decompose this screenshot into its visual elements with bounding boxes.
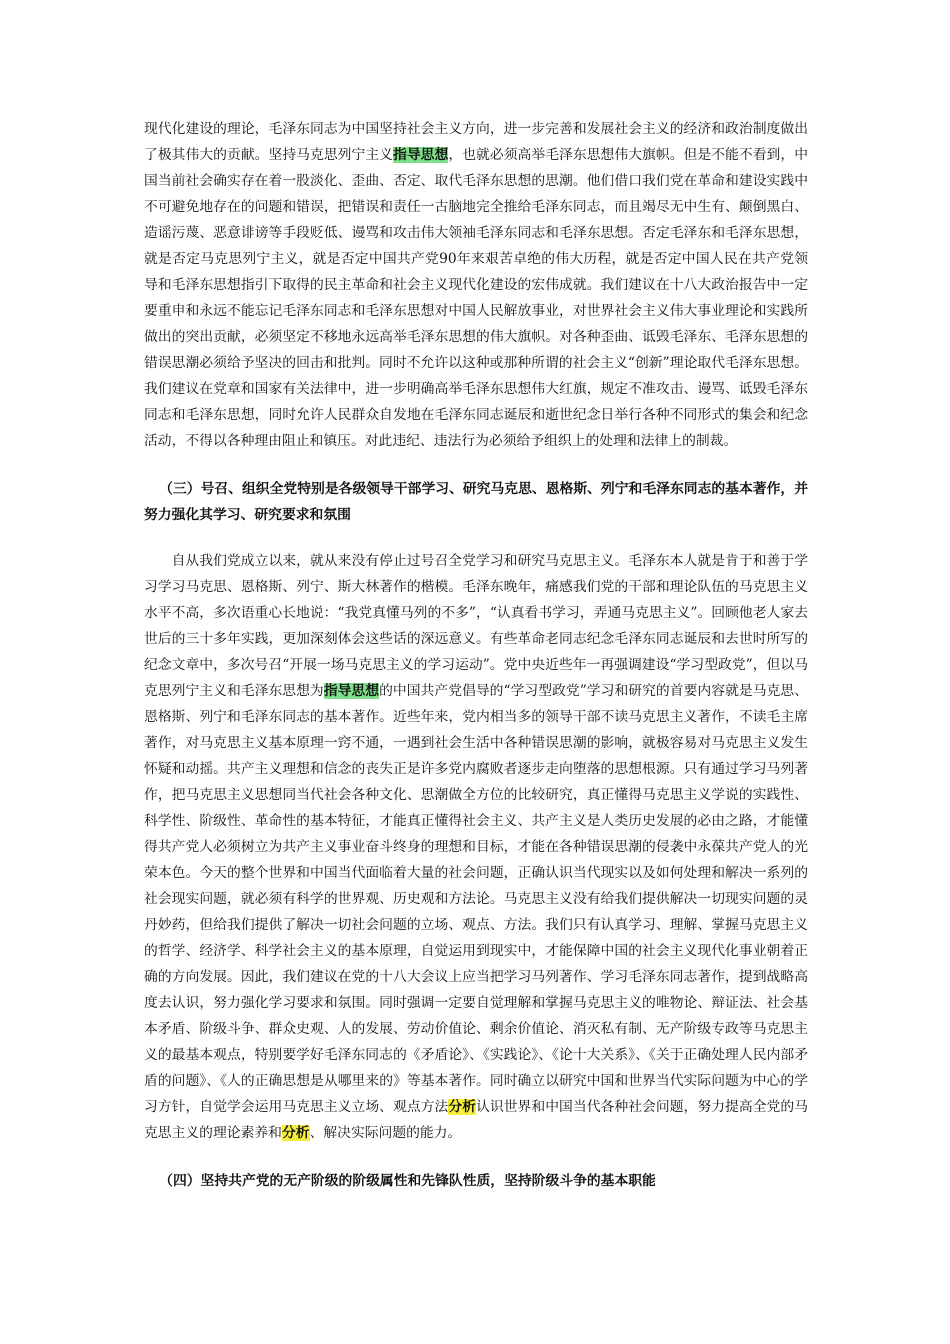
paragraph-text: 自从我们党成立以来，就从来没有停止过号召全党学习和研究马克思主义。毛泽东本人就是肯于和善于学习学习马克思、恩格斯、列宁、斯大林著作的楷模。毛泽东晚年，痛感我们党的干部和理论队伍的马克思主义水平不高，多次语重心长地说：“我党真懂马列的不多”，“认真看书学习，弄通马克思主义”。回顾他老人家去世后的三十多年实践，更加深刻体会这些话的深远意义。有些革命老同志纪念毛泽东同志诞辰和去世时所写的纪念文章中，多次号召“开展一场马克思主义的学习运动”。党中央近些年一再强调建设“学习型政党”，但以马克思列宁主义和毛泽东思想为 — [144, 553, 808, 699]
paragraph-mao-thought — [144, 116, 808, 454]
paragraph-text: 、解决实际问题的能力。 — [309, 1125, 462, 1141]
paragraph-text: 现代化建设的理论，毛泽东同志为中国坚持社会主义方向，进一步完善和发展社会主义的经济和政治制度做出了极其伟大的贡献。坚持马克思列宁主义 — [144, 121, 808, 163]
paragraph-study-marxism — [144, 548, 808, 1146]
paragraph-text: 的中国共产党倡导的“学习型政党”学习和研究的首要内容就是马克思、恩格斯、列宁和毛泽东同志的基本著作。近些年来，党内相当多的领导干部不读马克思主义著作，不读毛主席著作，对马克思主义基本原理一窍不通，一遇到社会生活中各种错误思潮的影响，就极容易对马克思主义发生怀疑和动摇。共产主义理想和信念的丧失正是许多党内腐败者逐步走向堕落的思想根源。只有通过学习马列著作，把马克思主义思想同当代社会各种文化、思潮做全方位的比较研究，真正懂得马克思主义学说的实践性、科学性、阶级性、革命性的基本特征，才能真正懂得社会主义、共产主义是人类历史发展的必由之路，才能懂得共产党人必须树立为共产主义事业奋斗终身的理想和目标，才能在各种错误思潮的侵袭中永葆共产党人的光荣本色。今天的整个世界和中国当代面临着大量的社会问题，正确认识当代现实以及如何处理和解决一系列的社会现实问题，就必须有科学的世界观、历史观和方法论。马克思主义没有给我们提供解决一切现实问题的灵丹妙药，但给我们提供了解决一切社会问题的立场、观点、方法。我们只有认真学习、理解、掌握马克思主义的哲学、经济学、科学社会主义的基本原理，自觉运用到现实中，才能保障中国的社会主义现代化事业朝着正确的方向发展。因此，我们建议在党的十八大会议上应当把学习马列著作、学习毛泽东同志著作，提到战略高度去认识，努力强化学习要求和氛围。同时强调一定要自觉理解和掌握马克思主义的唯物论、辩证法、社会基本矛盾、阶级斗争、群众史观、人的发展、劳动价值论、剩余价值论、消灭私有制、无产阶级专政等马克思主义的最基本观点，特别要学好毛泽东同志的《矛盾论》、《实践论》、《论十大关系》、《关于正确处理人民内部矛盾的问题》、《人的正确思想是从哪里来的》等基本著作。同时确立以研究中国和世界当代实际问题为中心的学习方针，自觉学会运用马克思主义立场、观点方法 — [144, 683, 809, 1115]
highlight-guiding-thought: 指导思想 — [393, 147, 449, 163]
paragraph-text: ，也就必须高举毛泽东思想伟大旗帜。但是不能不看到，中国当前社会确实存在着一股淡化、歪曲、否定、取代毛泽东思想的思潮。他们借口我们党在革命和建设实践中不可避免地存在的问题和错误，把错误和责任一古脑地完全推给毛泽东同志，而且竭尽无中生有、颠倒黑白、造谣污蔑、恶意诽谤等手段贬低、谩骂和攻击伟大领袖毛泽东同志和毛泽东思想。否定毛泽东和毛泽东思想，就是否定马克思列宁主义，就是否定中国共产党90年来艰苦卓绝的伟大历程，就是否定中国人民在共产党领导和毛泽东思想指引下取得的民主革命和社会主义现代化建设的宏伟成就。我们建议在十八大政治报告中一定要重申和永远不能忘记毛泽东同志和毛泽东思想对中国人民解放事业，对世界社会主义伟大事业理论和实践所做出的突出贡献，必须坚定不移地永远高举毛泽东思想的伟大旗帜。对各种歪曲、诋毁毛泽东、毛泽东思想的错误思潮必须给予坚决的回击和批判。同时不允许以这种或那种所谓的社会主义“创新”理论取代毛泽东思想。我们建议在党章和国家有关法律中，进一步明确高举毛泽东思想伟大红旗，规定不准攻击、谩骂、诋毁毛泽东同志和毛泽东思想，同时允许人民群众自发地在毛泽东同志诞辰和逝世纪念日举行各种不同形式的集会和纪念活动，不得以各种理由阻止和镇压。对此违纪、违法行为必须给予组织上的处理和法律上的制裁。 — [144, 147, 809, 449]
section-heading-4: （四）坚持共产党的无产阶级的阶级属性和先锋队性质，坚持阶级斗争的基本职能 — [159, 1173, 656, 1189]
paragraph-text: 认识世界和中国当代各种社会问题，努力提高全党的马克思主义的理论素养和 — [144, 1099, 809, 1141]
document-page — [144, 116, 808, 1194]
highlight-guiding-thought: 指导思想 — [323, 683, 380, 699]
section-heading-3: （三）号召、组织全党特别是各级领导干部学习、研究马克思、恩格斯、列宁和毛泽东同志的基本著作，并努力强化其学习、研究要求和氛围 — [144, 481, 808, 523]
highlight-analysis: 分析 — [281, 1125, 310, 1141]
highlight-analysis: 分析 — [448, 1099, 477, 1115]
